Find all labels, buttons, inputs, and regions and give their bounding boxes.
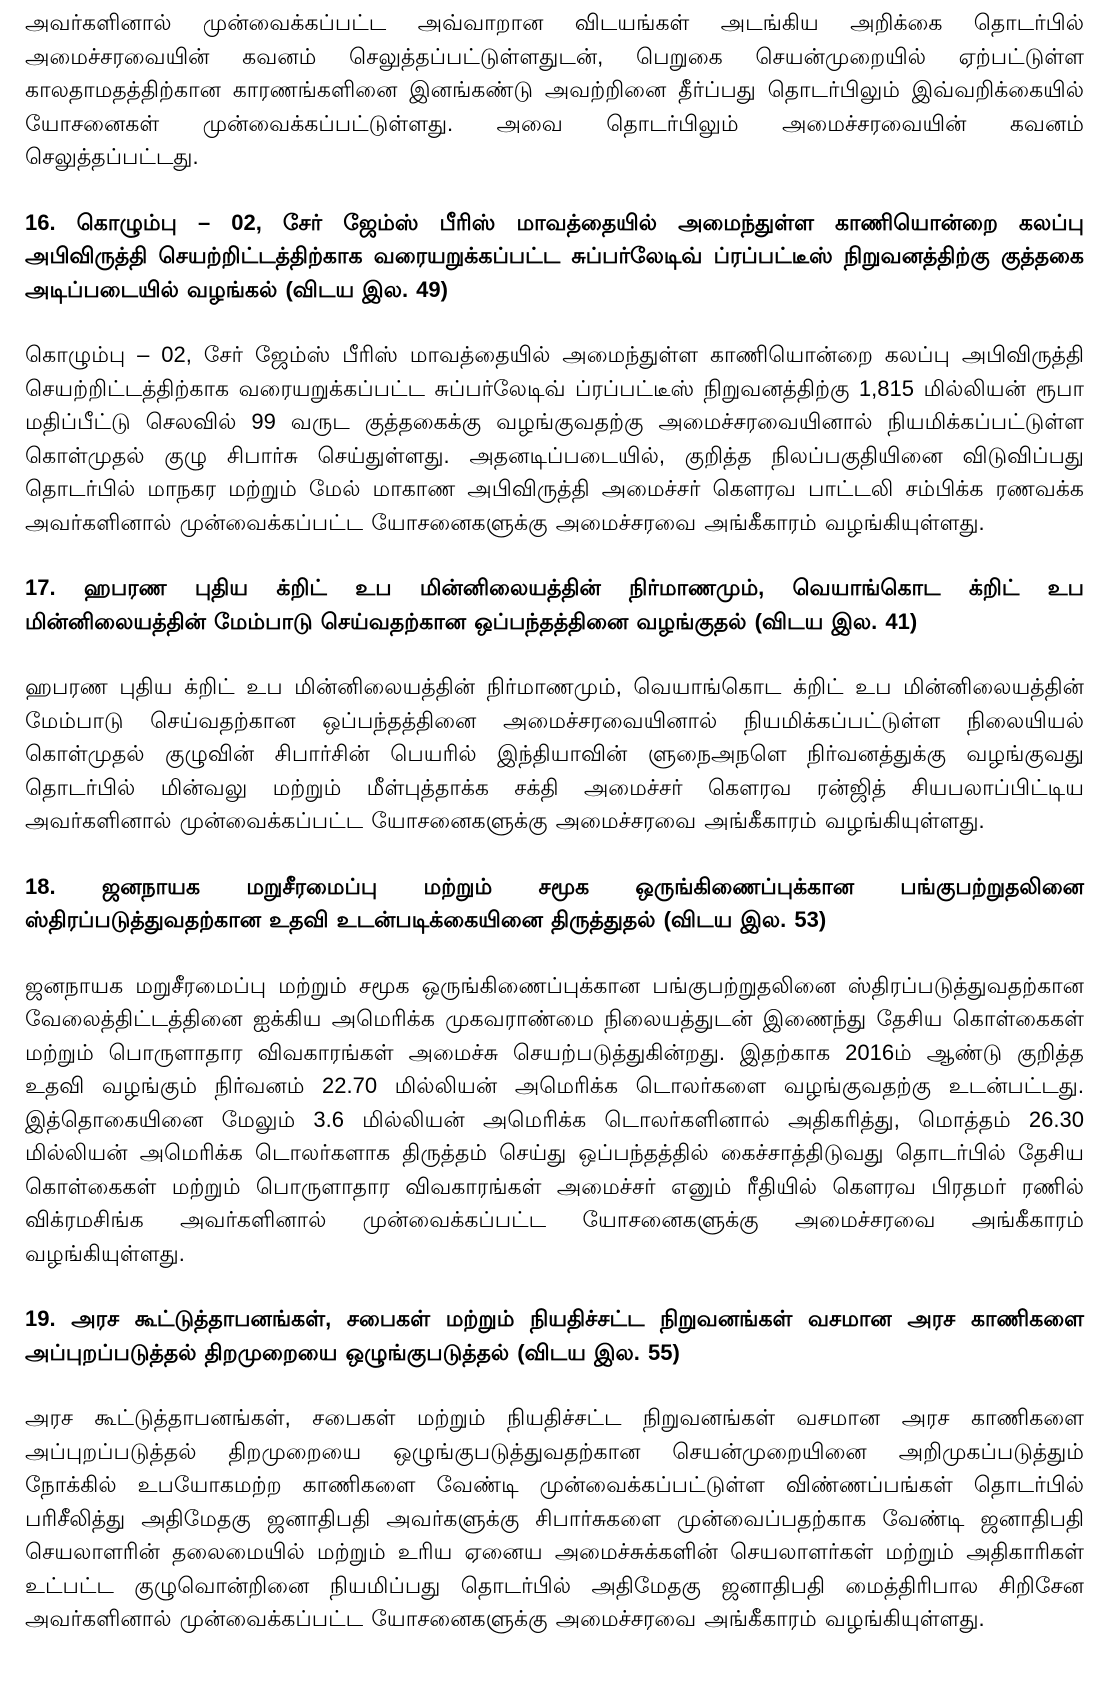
section-heading-19: 19. அரச கூட்டுத்தாபனங்கள், சபைகள் மற்றும் நியதிச்சட்ட நிறுவனங்கள் வசமான அரச காணிகளை அப்புறப்படுத்தல் திறமுறையை ஒழுங்குபடுத்தல் (விடய இல. 55): [25, 1306, 1084, 1365]
section-heading-17: 17. ஹபரண புதிய க்றிட் உப மின்னிலையத்தின் நிர்மாணமும், வெயாங்கொட க்றிட் உப மின்னிலையத்தின் மேம்பாடு செய்வதற்கான ஒப்பந்தத்தினை வழங்குதல் (விடய இல. 41): [25, 575, 1084, 634]
body-paragraph: அவர்களினால் முன்வைக்கப்பட்ட அவ்வாறான விடயங்கள் அடங்கிய அறிக்கை தொடர்பில் அமைச்சரவையின் கவனம் செலுத்தப்பட்டுள்ளதுடன், பெறுகை செயன்முறையில் ஏற்பட்டுள்ள காலதாமதத்திற்கான காரணங்களினை இனங்கண்டு அவற்றினை தீர்ப்பது தொடர்பிலும் இவ்வறிக்கையில் யோசனைகள் முன்வைக்கப்பட்டுள்ளது. அவை தொடர்பிலும் அமைச்சரவையின் கவனம் செலுத்தப்பட்டது.: [25, 10, 1084, 169]
body-paragraph: அரச கூட்டுத்தாபனங்கள், சபைகள் மற்றும் நியதிச்சட்ட நிறுவனங்கள் வசமான அரச காணிகளை அப்புறப்படுத்தல் திறமுறையை ஒழுங்குபடுத்துவதற்கான செயன்முறையினை அறிமுகப்படுத்தும் நோக்கில் உபயோகமற்ற காணிகளை வேண்டி முன்வைக்கப்பட்டுள்ள விண்ணப்பங்கள் தொடர்பில் பரிசீலித்து அதிமேதகு ஜனாதிபதி அவர்களுக்கு சிபார்சுகளை முன்வைப்பதற்காக வேண்டி ஜனாதிபதி செயலாளரின் தலைமையில் மற்றும் உரிய ஏனைய அமைச்சுக்களின் செயலாளர்கள் மற்றும் அதிகாரிகள் உட்பட்ட குழுவொன்றினை நியமிப்பது தொடர்பில் அதிமேதகு ஜனாதிபதி மைத்திரிபால சிறிசேன அவர்களினால் முன்வைக்கப்பட்ட யோசனைகளுக்கு அமைச்சரவை அங்கீகாரம் வழங்கியுள்ளது.: [25, 1405, 1084, 1631]
document-content: [25, 6, 1084, 1636]
body-paragraph: கொழும்பு – 02, சேர் ஜேம்ஸ் பீரிஸ் மாவத்தையில் அமைந்துள்ள காணியொன்றை கலப்பு அபிவிருத்தி செயற்றிட்டத்திற்காக வரையறுக்கப்பட்ட சுப்பர்லேடிவ் ப்ரப்பட்டீஸ் நிறுவனத்திற்கு 1,815 மில்லியன் ரூபா மதிப்பீட்டு செலவில் 99 வருட குத்தகைக்கு வழங்குவதற்கு அமைச்சரவையினால் நியமிக்கப்பட்டுள்ள கொள்முதல் குழு சிபார்சு செய்துள்ளது. அதனடிப்படையில், குறித்த நிலப்பகுதியினை விடுவிப்பது தொடர்பில் மாநகர மற்றும் மேல் மாகாண அபிவிருத்தி அமைச்சர் கௌரவ பாட்டலி சம்பிக்க ரணவக்க அவர்களினால் முன்வைக்கப்பட்ட யோசனைகளுக்கு அமைச்சரவை அங்கீகாரம் வழங்கியுள்ளது.: [25, 342, 1084, 535]
section-heading-16: 16. கொழும்பு – 02, சேர் ஜேம்ஸ் பீரிஸ் மாவத்தையில் அமைந்துள்ள காணியொன்றை கலப்பு அபிவிருத்தி செயற்றிட்டத்திற்காக வரையறுக்கப்பட்ட சுப்பர்லேடிவ் ப்ரப்பட்டீஸ் நிறுவனத்திற்கு குத்தகை அடிப்படையில் வழங்கல் (விடய இல. 49): [25, 209, 1084, 302]
body-paragraph: ஜனநாயக மறுசீரமைப்பு மற்றும் சமூக ஒருங்கிணைப்புக்கான பங்குபற்றுதலினை ஸ்திரப்படுத்துவதற்கான வேலைத்திட்டத்தினை ஐக்கிய அமெரிக்க முகவராண்மை நிலையத்துடன் இணைந்து தேசிய கொள்கைகள் மற்றும் பொருளாதார விவகாரங்கள் அமைச்சு செயற்படுத்துகின்றது. இதற்காக 2016ம் ஆண்டு குறித்த உதவி வழங்கும் நிர்வனம் 22.70 மில்லியன் அமெரிக்க டொலர்களை வழங்குவதற்கு உடன்பட்டது. இத்தொகையினை மேலும் 3.6 மில்லியன் அமெரிக்க டொலர்களினால் அதிகரித்து, மொத்தம் 26.30 மில்லியன் அமெரிக்க டொலர்களாக திருத்தம் செய்து ஒப்பந்தத்தில் கைச்சாத்திடுவது தொடர்பில் தேசிய கொள்கைகள் மற்றும் பொருளாதார விவகாரங்கள் அமைச்சர் எனும் ரீதியில் கௌரவ பிரதமர் ரணில் விக்ரமசிங்க அவர்களினால் முன்வைக்கப்பட்ட யோசனைகளுக்கு அமைச்சரவை அங்கீகாரம் வழங்கியுள்ளது.: [25, 972, 1084, 1266]
section-heading-18: 18. ஜனநாயக மறுசீரமைப்பு மற்றும் சமூக ஒருங்கிணைப்புக்கான பங்குபற்றுதலினை ஸ்திரப்படுத்துவதற்கான உதவி உடன்படிக்கையினை திருத்துதல் (விடய இல. 53): [25, 873, 1084, 932]
body-paragraph: ஹபரண புதிய க்றிட் உப மின்னிலையத்தின் நிர்மாணமும், வெயாங்கொட க்றிட் உப மின்னிலையத்தின் மேம்பாடு செய்வதற்கான ஒப்பந்தத்தினை அமைச்சரவையினால் நியமிக்கப்பட்டுள்ள நிலையியல் கொள்முதல் குழுவின் சிபார்சின் பெயரில் இந்தியாவின் ளுநைஅநளெ நிர்வனத்துக்கு வழங்குவது தொடர்பில் மின்வலு மற்றும் மீள்புத்தாக்க சக்தி அமைச்சர் கௌரவ ரன்ஜித் சியபலாப்பிட்டிய அவர்களினால் முன்வைக்கப்பட்ட யோசனைகளுக்கு அமைச்சரவை அங்கீகாரம் வழங்கியுள்ளது.: [25, 674, 1084, 833]
